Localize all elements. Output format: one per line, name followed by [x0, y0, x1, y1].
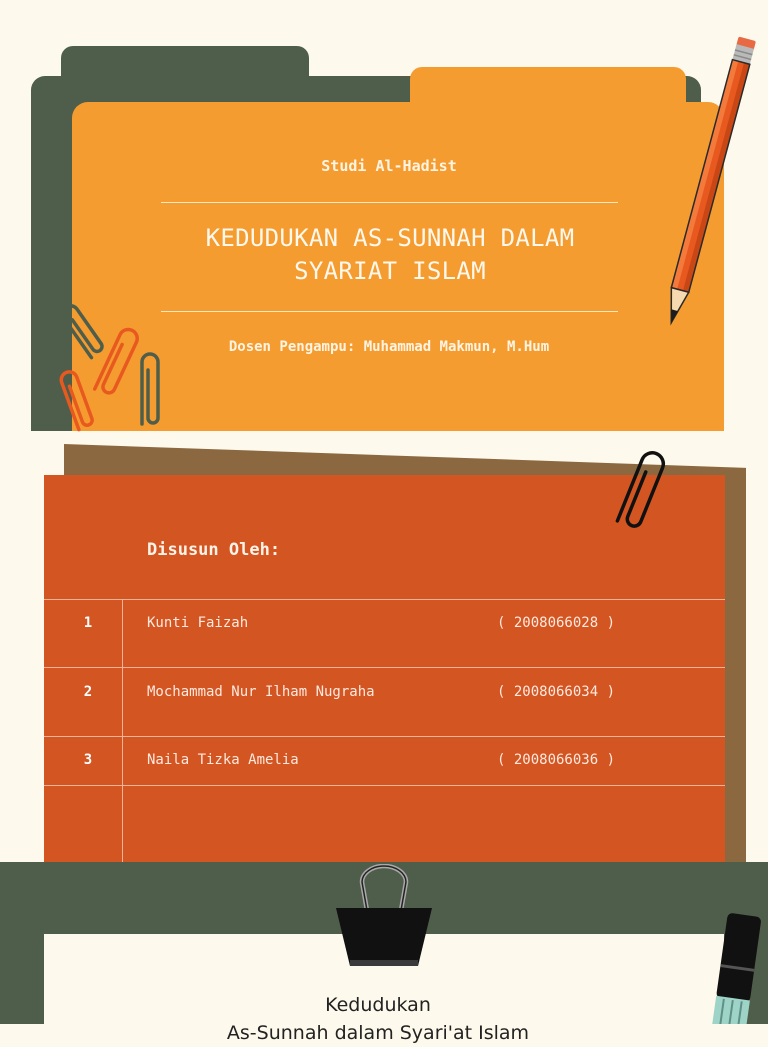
- table-column-divider: [122, 600, 123, 863]
- authors-heading: Disusun Oleh:: [147, 540, 281, 560]
- author-number: 1: [83, 615, 93, 631]
- author-name: Naila Tizka Amelia: [147, 752, 299, 768]
- author-name: Kunti Faizah: [147, 615, 249, 631]
- paperclip-icon: [142, 354, 158, 424]
- paperclip-cluster: [38, 298, 178, 434]
- author-number: 2: [83, 684, 93, 700]
- marker-icon: [700, 910, 768, 1024]
- lecturer-name: Dosen Pengampu: Muhammad Makmun, M.Hum: [228, 339, 550, 355]
- binder-clip-icon: [330, 864, 438, 972]
- table-divider: [44, 599, 725, 600]
- paperclip-icon: [95, 327, 140, 397]
- table-divider: [44, 667, 725, 668]
- table-divider: [44, 736, 725, 737]
- document-title-line-2: SYARIAT ISLAM: [294, 257, 486, 285]
- table-divider: [44, 785, 725, 786]
- bottom-title-line-1: Kedudukan: [325, 994, 431, 1016]
- author-name: Mochammad Nur Ilham Nugraha: [147, 684, 375, 700]
- author-nim: ( 2008066034 ): [497, 684, 616, 700]
- paperclip-icon: [602, 444, 682, 540]
- document-title: [140, 222, 640, 288]
- pencil-icon: [660, 22, 760, 352]
- bottom-title: [220, 991, 536, 1047]
- author-number: 3: [83, 752, 93, 768]
- author-nim: ( 2008066028 ): [497, 615, 616, 631]
- document-title-line-1: KEDUDUKAN AS-SUNNAH DALAM: [205, 224, 575, 252]
- course-name: Studi Al-Hadist: [321, 157, 457, 175]
- author-nim: ( 2008066036 ): [497, 752, 616, 768]
- title-divider-top: [161, 202, 618, 203]
- paperclip-icon: [59, 370, 94, 430]
- bottom-title-line-2: As-Sunnah dalam Syari'at Islam: [226, 1022, 530, 1044]
- paperclip-icon: [59, 303, 104, 358]
- title-divider-bottom: [161, 311, 618, 312]
